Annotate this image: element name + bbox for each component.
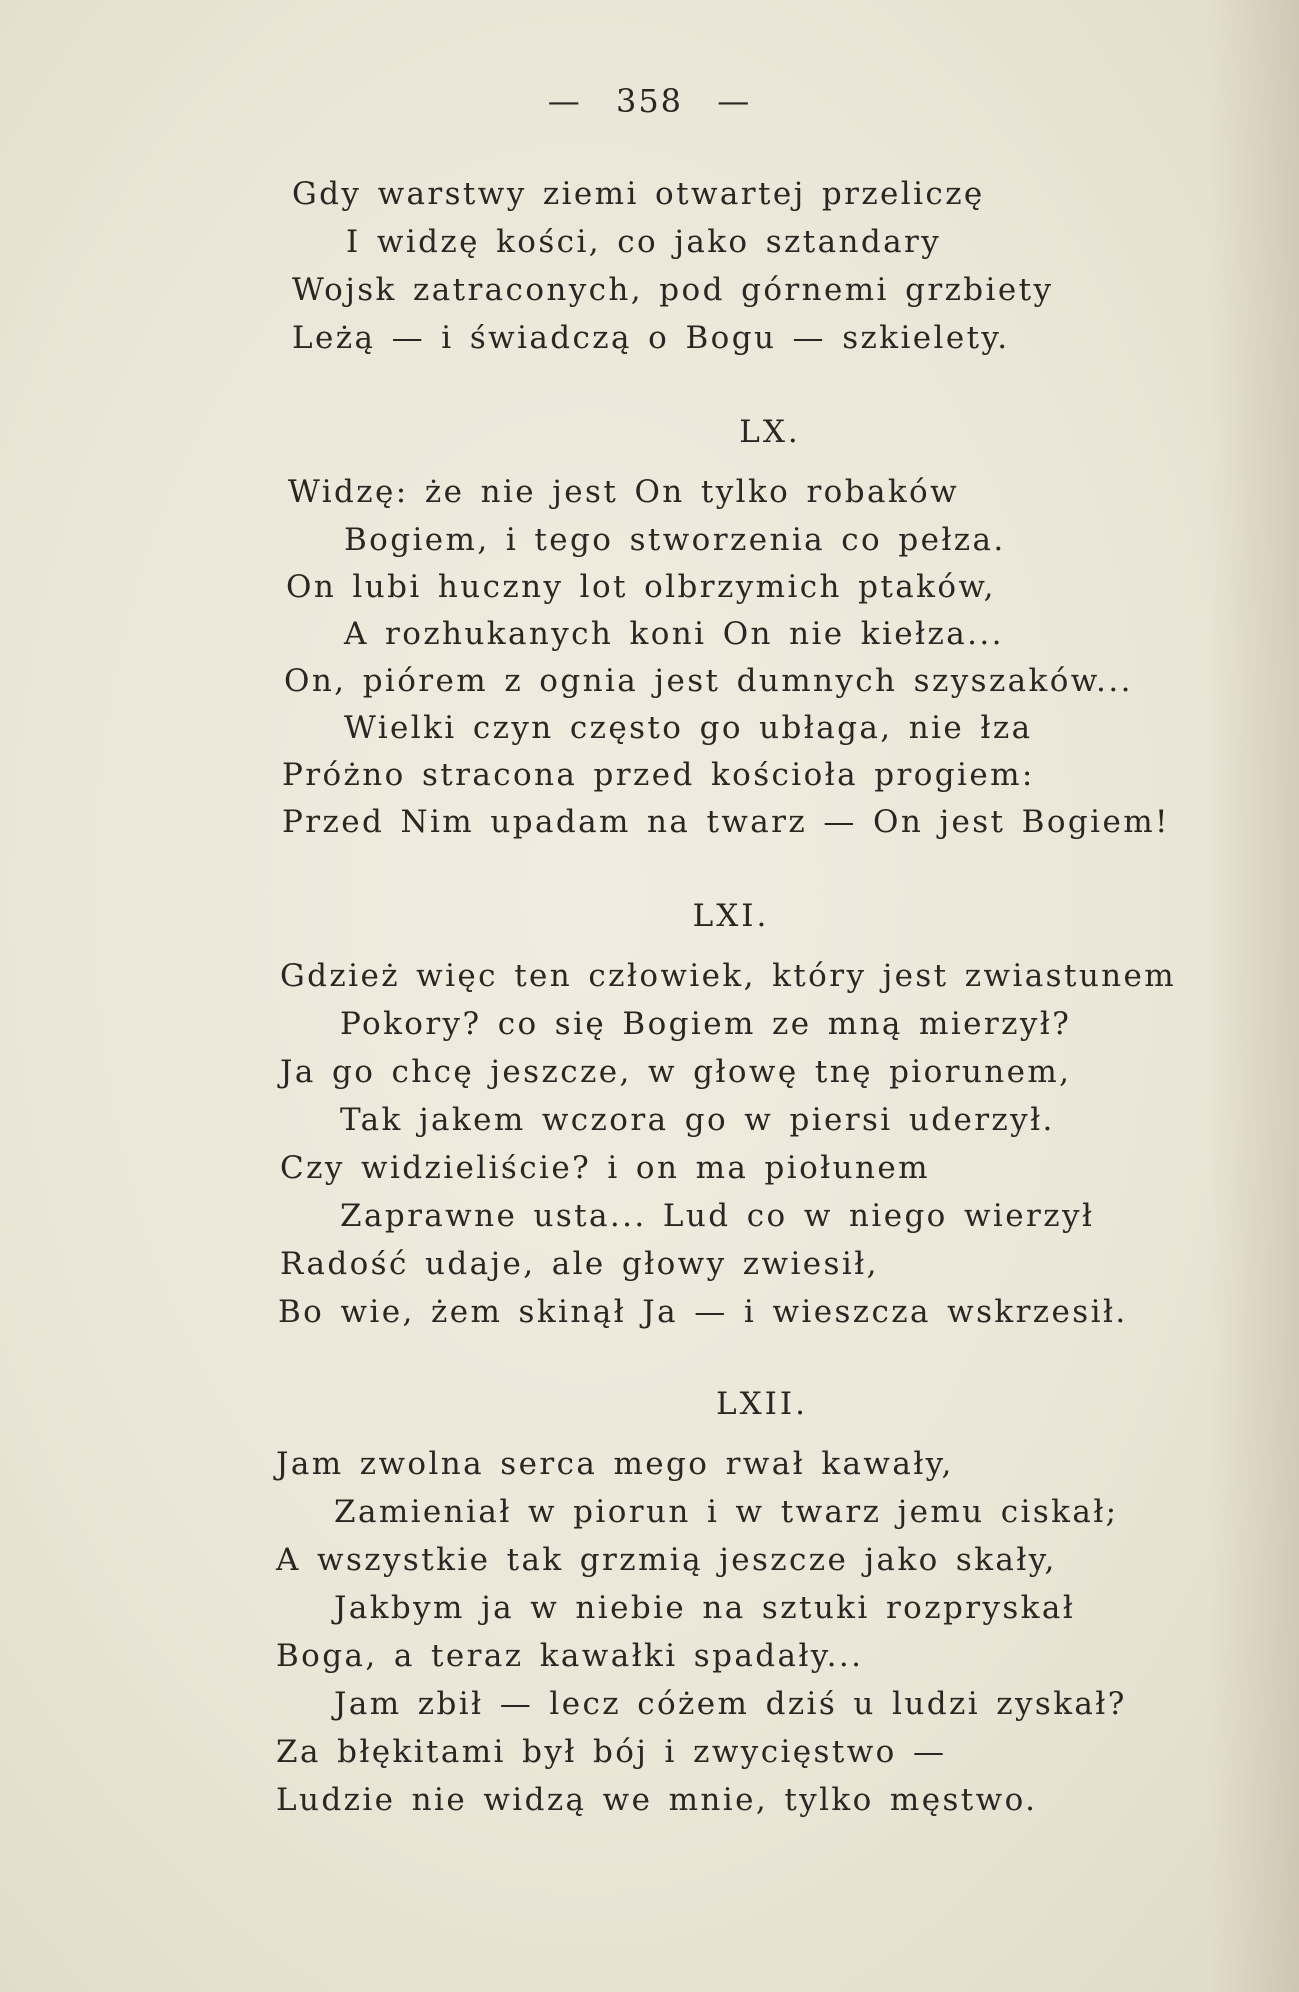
stanza-heading: LX. <box>739 414 801 450</box>
verse-line: Jakbym ja w niebie na sztuki rozpryskał <box>334 1590 1076 1626</box>
verse-line: A rozhukanych koni On nie kiełza... <box>344 616 1004 652</box>
verse-line: Bo wie, żem skinął Ja — i wieszcza wskrzesił. <box>278 1294 1128 1330</box>
verse-line: Radość udaje, ale głowy zwiesił, <box>280 1246 879 1282</box>
verse-line: Boga, a teraz kawałki spadały... <box>276 1638 864 1674</box>
page-number-dash-left: — <box>547 82 582 120</box>
verse-line: Jam zwolna serca mego rwał kawały, <box>276 1446 954 1482</box>
verse-line: Gdzież więc ten człowiek, który jest zwiastunem <box>280 958 1177 994</box>
verse-line: Jam zbił — lecz cóżem dziś u ludzi zyskał? <box>334 1686 1127 1722</box>
stanza-heading: LXI. <box>692 898 770 934</box>
page-edge-shadow <box>1209 0 1299 1992</box>
verse-line: Widzę: że nie jest On tylko robaków <box>288 474 960 510</box>
verse-line: Ludzie nie widzą we mnie, tylko męstwo. <box>276 1782 1038 1818</box>
verse-line: Ja go chcę jeszcze, w głowę tnę piorunem, <box>280 1054 1072 1090</box>
verse-line: Bogiem, i tego stworzenia co pełza. <box>344 522 1006 558</box>
page-number-dash-right: — <box>717 82 752 120</box>
verse-line: Wielki czyn często go ubłaga, nie łza <box>344 710 1033 746</box>
verse-line: Zamieniał w piorun i w twarz jemu ciskał; <box>334 1494 1119 1530</box>
verse-line: I widzę kości, co jako sztandary <box>346 224 942 260</box>
verse-line: Za błękitami był bój i zwycięstwo — <box>276 1734 947 1770</box>
verse-line: Leżą — i świadczą o Bogu — szkielety. <box>292 320 1010 356</box>
verse-line: Gdy warstwy ziemi otwartej przeliczę <box>292 176 985 212</box>
verse-line: Próżno stracona przed kościoła progiem: <box>282 757 1035 793</box>
page-number: 358 <box>615 82 684 120</box>
verse-line: Zaprawne usta... Lud co w niego wierzył <box>340 1198 1095 1234</box>
verse-line: A wszystkie tak grzmią jeszcze jako skały, <box>276 1542 1057 1578</box>
page-number-line <box>0 82 1299 120</box>
verse-line: Tak jakem wczora go w piersi uderzył. <box>340 1102 1055 1138</box>
verse-line: Wojsk zatraconych, pod górnemi grzbiety <box>292 272 1054 308</box>
stanza-heading: LXII. <box>715 1386 808 1422</box>
verse-line: Pokory? co się Bogiem ze mną mierzył? <box>340 1006 1072 1042</box>
verse-line: On lubi huczny lot olbrzymich ptaków, <box>286 569 996 605</box>
verse-line: On, piórem z ognia jest dumnych szyszaków... <box>284 663 1133 699</box>
verse-line: Czy widzieliście? i on ma piołunem <box>280 1150 930 1186</box>
verse-line: Przed Nim upadam na twarz — On jest Bogiem! <box>282 804 1170 840</box>
